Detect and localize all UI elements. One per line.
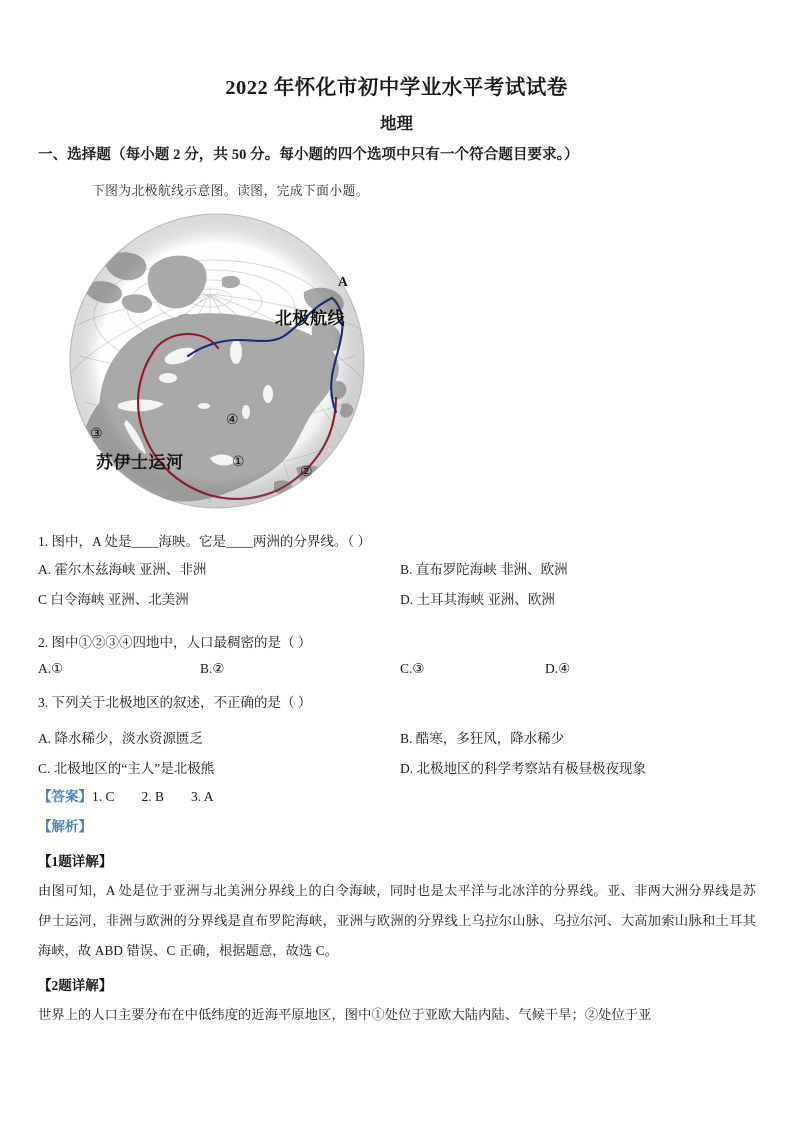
question-3-option-c-text: 北极地区的“主人”是北极熊	[53, 761, 215, 776]
question-1-option-a-key: A.	[38, 562, 52, 577]
question-1-option-a-text: 霍尔木兹海峡 亚洲、非洲	[54, 562, 207, 577]
label-point-a: A	[338, 274, 348, 289]
question-2-option-b-key: B.	[200, 661, 213, 676]
question-1-stem: 1. 图中，A 处是____海映。它是____两洲的分界线。（ ）	[38, 534, 372, 549]
question-1-option-b-text: 直布罗陀海峡 非洲、欧洲	[415, 562, 568, 577]
detail-1-paragraph: 由图可知，A 处是位于亚洲与北美洲分界线上的白令海峡，同时也是太平洋与北冰洋的分界线。亚、非两大洲分界线是苏伊士运河，非洲与欧洲的分界线是直布罗陀海峡，亚洲与欧洲的分界线上乌拉尔山脉、乌拉尔河、大高加索山脉和土耳其海峡，故 ABD 错误、C 正确，根据题意，故选 C。	[38, 883, 756, 958]
answer-line	[38, 785, 214, 805]
question-2-option-a[interactable]	[38, 661, 63, 677]
detail-2-paragraph: 世界上的人口主要分布在中低纬度的近海平原地区，图中①处位于亚欧大陆内陆、气候干旱；②处位于亚	[38, 1007, 652, 1022]
question-1-option-b-key: B.	[400, 562, 413, 577]
question-1-option-d-text: 土耳其海峡 亚洲、欧洲	[416, 592, 555, 607]
question-1-option-b[interactable]	[400, 558, 568, 578]
detail-1-heading	[38, 850, 112, 870]
question-2-option-c[interactable]	[400, 661, 425, 677]
question-3-option-d[interactable]	[400, 757, 646, 777]
question-3-option-d-text: 北极地区的科学考察站有极昼极夜现象	[416, 761, 646, 776]
question-1-option-c-text: 白令海峡 亚洲、北美洲	[50, 592, 189, 607]
label-marker-4: ④	[226, 413, 239, 428]
question-2-option-a-text: ①	[51, 661, 64, 676]
question-2-option-a-key: A.	[38, 661, 52, 676]
question-3-option-a-text: 降水稀少，淡水资源匮乏	[54, 731, 203, 746]
question-1-option-c-key: C	[38, 592, 48, 607]
question-2-option-b[interactable]	[200, 661, 225, 677]
page-title: 2022 年怀化市初中学业水平考试试卷	[225, 77, 568, 99]
answer-values: 1. C 2. B 3. A	[92, 789, 214, 804]
question-3-option-b-key: B.	[400, 731, 413, 746]
question-3-option-b-text: 酷寒，多狂风，降水稀少	[415, 731, 565, 746]
globe-contents	[62, 214, 366, 520]
question-2-option-d[interactable]	[545, 661, 570, 677]
question-3-stem: 3. 下列关于北极地区的叙述，不正确的是（ ）	[38, 695, 312, 710]
question-2-stem: 2. 图中①②③④四地中，人口最稠密的是（ ）	[38, 635, 312, 650]
question-3-option-a[interactable]	[38, 727, 203, 747]
question-3-option-d-key: D.	[400, 761, 414, 776]
detail-2-heading	[38, 974, 112, 994]
question-3-option-c-key: C.	[38, 761, 51, 776]
page-subtitle: 地理	[380, 114, 413, 133]
analysis-line	[38, 815, 92, 835]
arctic-route-figure	[60, 206, 390, 524]
analysis-tag: 【解析】	[38, 819, 92, 834]
label-marker-2: ②	[300, 465, 313, 480]
figure-intro-text: 下图为北极航线示意图。读图，完成下面小题。	[92, 183, 370, 198]
answer-tag: 【答案】	[38, 789, 92, 804]
question-3-option-b[interactable]	[400, 727, 564, 747]
detail-2-tag: 【2题详解】	[38, 978, 113, 993]
globe-diagram	[60, 206, 390, 524]
question-2-option-c-text: ③	[412, 661, 425, 676]
question-2-option-c-key: C.	[400, 661, 413, 676]
question-1-option-c[interactable]	[38, 588, 189, 608]
question-1-option-a[interactable]	[38, 558, 206, 578]
question-2-option-d-text: ④	[558, 661, 571, 676]
detail-1-tag: 【1题详解】	[38, 854, 113, 869]
question-3-option-c[interactable]	[38, 757, 214, 777]
label-arctic-route: 北极航线	[275, 309, 345, 328]
label-suez-canal: 苏伊士运河	[96, 453, 184, 472]
label-marker-3: ③	[90, 427, 103, 442]
question-2-option-b-text: ②	[212, 661, 225, 676]
question-1-option-d[interactable]	[400, 588, 555, 608]
question-2-option-d-key: D.	[545, 661, 559, 676]
question-3-option-a-key: A.	[38, 731, 52, 746]
section-heading: 一、选择题（每小题 2 分，共 50 分。每小题的四个选项中只有一个符合题目要求。）	[38, 147, 579, 163]
label-marker-1: ①	[232, 455, 245, 470]
question-1-option-d-key: D.	[400, 592, 414, 607]
